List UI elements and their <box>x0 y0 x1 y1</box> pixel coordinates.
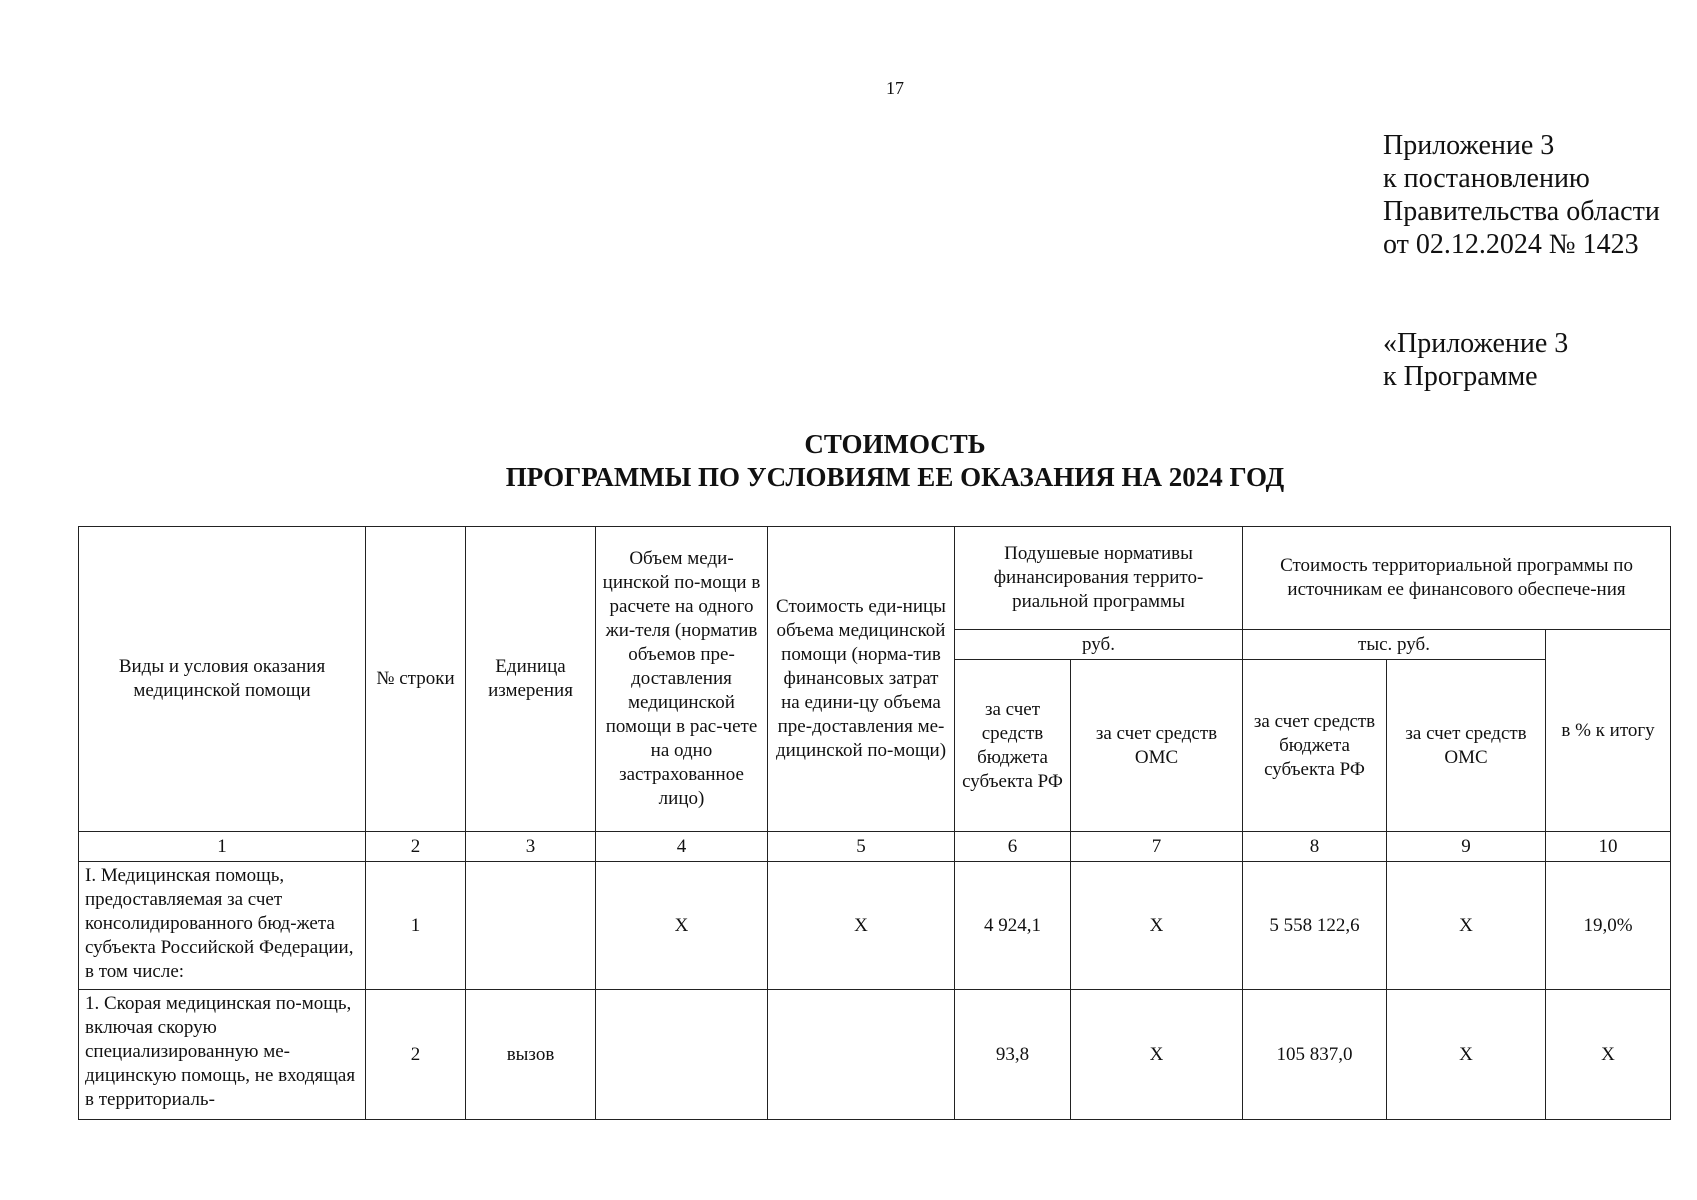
column-number: 10 <box>1546 832 1671 862</box>
header-percent: в % к итогу <box>1546 630 1671 832</box>
column-number: 2 <box>366 832 466 862</box>
title-line-1: СТОИМОСТЬ <box>804 429 986 459</box>
row-line-number: 2 <box>366 990 466 1120</box>
row-cost-budget: 5 558 122,6 <box>1243 862 1387 990</box>
row-name: 1. Скорая медицинская по-мощь, включая скорую специализированную ме-дицинскую помощь, не входящая в территориаль- <box>79 990 366 1120</box>
header-cost-oms: за счет средств ОМС <box>1387 660 1546 832</box>
header-unit-rub: руб. <box>955 630 1243 660</box>
row-line-number: 1 <box>366 862 466 990</box>
column-number: 9 <box>1387 832 1546 862</box>
table-row <box>79 862 1671 990</box>
column-number: 3 <box>466 832 596 862</box>
column-number-row <box>79 832 1671 862</box>
row-cost-oms: Х <box>1387 990 1546 1120</box>
appendix-reference <box>1383 327 1568 393</box>
row-volume: Х <box>596 862 768 990</box>
row-per-capita-budget: 93,8 <box>955 990 1071 1120</box>
row-volume <box>596 990 768 1120</box>
column-number: 7 <box>1071 832 1243 862</box>
row-per-capita-oms: Х <box>1071 862 1243 990</box>
row-cost-oms: Х <box>1387 862 1546 990</box>
appendix-header-line: от 02.12.2024 № 1423 <box>1383 229 1639 260</box>
appendix-reference-line: «Приложение 3 <box>1383 328 1569 359</box>
cost-table <box>78 526 1671 1120</box>
row-per-capita-budget: 4 924,1 <box>955 862 1071 990</box>
header-cost-budget: за счет средств бюджета субъекта РФ <box>1243 660 1387 832</box>
header-per-capita-oms: за счет средств ОМС <box>1071 660 1243 832</box>
row-unit-cost <box>768 990 955 1120</box>
table-row <box>79 990 1671 1120</box>
row-name: I. Медицинская помощь, предоставляемая за счет консолидированного бюд-жета субъекта Российской Федерации, в том числе: <box>79 862 366 990</box>
header-per-capita-budget: за счет средств бюджета субъекта РФ <box>955 660 1071 832</box>
header-volume: Объем меди-цинской по-мощи в расчете на одного жи-теля (норматив объемов пре-доставления медицинской помощи в рас-чете на одно застрахованное лицо) <box>596 527 768 832</box>
row-cost-budget: 105 837,0 <box>1243 990 1387 1120</box>
header-line-number: № строки <box>366 527 466 832</box>
header-row <box>79 527 1671 630</box>
header-per-capita-group: Подушевые нормативы финансирования террито-риальной программы <box>955 527 1243 630</box>
appendix-header-line: Приложение 3 <box>1383 130 1555 161</box>
appendix-header-line: к постановлению <box>1383 163 1590 194</box>
column-number: 1 <box>79 832 366 862</box>
column-number: 5 <box>768 832 955 862</box>
row-unit-cost: Х <box>768 862 955 990</box>
column-number: 4 <box>596 832 768 862</box>
row-per-capita-oms: Х <box>1071 990 1243 1120</box>
appendix-header-line: Правительства области <box>1383 196 1660 227</box>
document-title <box>0 428 1697 494</box>
header-unit-cost: Стоимость еди-ницы объема медицинской помощи (норма-тив финансовых затрат на едини-цу объема пре-доставления ме-дицинской по-мощи) <box>768 527 955 832</box>
page-number: 17 <box>886 78 904 98</box>
header-kinds: Виды и условия оказания медицинской помощи <box>79 527 366 832</box>
row-unit: вызов <box>466 990 596 1120</box>
column-number: 6 <box>955 832 1071 862</box>
appendix-header <box>1383 129 1660 261</box>
title-line-2: ПРОГРАММЫ ПО УСЛОВИЯМ ЕЕ ОКАЗАНИЯ НА 2024 ГОД <box>505 462 1285 492</box>
row-percent: Х <box>1546 990 1671 1120</box>
column-number: 8 <box>1243 832 1387 862</box>
row-percent: 19,0% <box>1546 862 1671 990</box>
header-unit: Единица измерения <box>466 527 596 832</box>
row-unit <box>466 862 596 990</box>
header-unit-thousand-rub: тыс. руб. <box>1243 630 1546 660</box>
appendix-reference-line: к Программе <box>1383 361 1538 392</box>
header-cost-group: Стоимость территориальной программы по источникам ее финансового обеспече-ния <box>1243 527 1671 630</box>
